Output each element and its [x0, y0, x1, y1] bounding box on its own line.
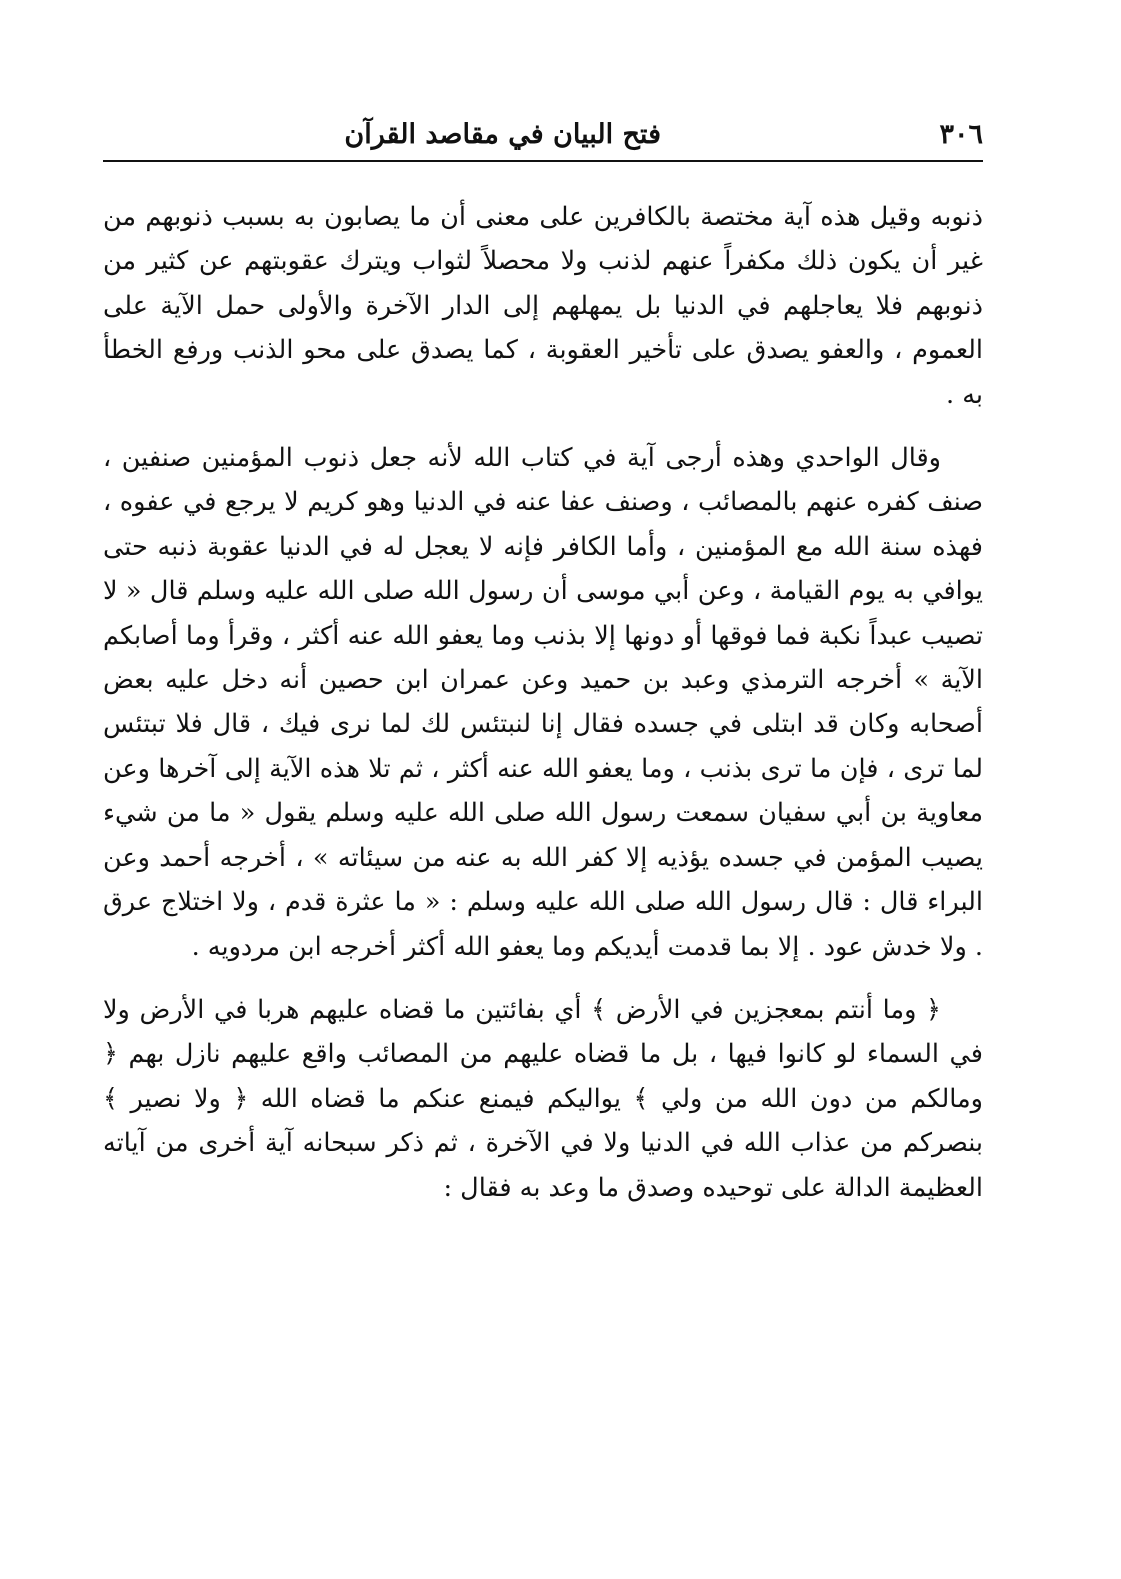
paragraph-2: وقال الواحدي وهذه أرجى آية في كتاب الله لأنه جعل ذنوب المؤمنين صنفين ، صنف كفره عنهم بالمصائب ، وصنف عفا عنه في الدنيا وهو كريم لا يرجع في عفوه ، فهذه سنة الله مع المؤمنين ، وأما الكافر فإنه لا يعجل له في الدنيا عقوبة ذنبه حتى يوافي به يوم القيامة ، وعن أبي موسى أن رسول الله صلى الله عليه وسلم قال « لا تصيب عبداً نكبة فما فوقها أو دونها إلا بذنب وما يعفو الله عنه أكثر ، وقرأ وما أصابكم الآية » أخرجه الترمذي وعبد بن حميد وعن عمران ابن حصين أنه دخل عليه بعض أصحابه وكان قد ابتلى في جسده فقال إنا لنبتئس لك لما نرى فيك ، قال فلا تبتئس لما ترى ، فإن ما ترى بذنب ، وما يعفو الله عنه أكثر ، ثم تلا هذه الآية إلى آخرها وعن معاوية بن أبي سفيان سمعت رسول الله صلى الله عليه وسلم يقول « ما من شيء يصيب المؤمن في جسده يؤذيه إلا كفر الله به عنه من سيئاته » ، أخرجه أحمد وعن البراء قال : قال رسول الله صلى الله عليه وسلم : « ما عثرة قدم ، ولا اختلاج عرق . ولا خدش عود . إلا بما قدمت أيديكم وما يعفو الله أكثر أخرجه ابن مردويه .: [103, 443, 983, 962]
body-text: [103, 195, 983, 1210]
header-rule: [103, 160, 983, 162]
page-header: [103, 112, 983, 158]
page-number: ٣٠٦: [939, 119, 983, 150]
running-title: فتح البيان في مقاصد القرآن: [344, 119, 661, 150]
paragraph-3: ﴿ وما أنتم بمعجزين في الأرض ﴾ أي بفائتين ما قضاه عليهم هربا في الأرض ولا في السماء لو كانوا فيها ، بل ما قضاه عليهم من المصائب واقع عليهم نازل بهم ﴿ ومالكم من دون الله من ولي ﴾ يواليكم فيمنع عنكم ما قضاه الله ﴿ ولا نصير ﴾ بنصركم من عذاب الله في الدنيا ولا في الآخرة ، ثم ذكر سبحانه آية أخرى من آياته العظيمة الدالة على توحيده وصدق ما وعد به فقال :: [103, 994, 983, 1203]
paragraph-1: ذنوبه وقيل هذه آية مختصة بالكافرين على معنى أن ما يصابون به بسبب ذنوبهم من غير أن يكون ذلك مكفراً عنهم لذنب ولا محصلاً لثواب ويترك عقوبتهم عن كثير من ذنوبهم فلا يعاجلهم في الدنيا بل يمهلهم إلى الدار الآخرة والأولى حمل الآية على العموم ، والعفو يصدق على تأخير العقوبة ، كما يصدق على محو الذنب ورفع الخطأ به .: [103, 202, 983, 410]
